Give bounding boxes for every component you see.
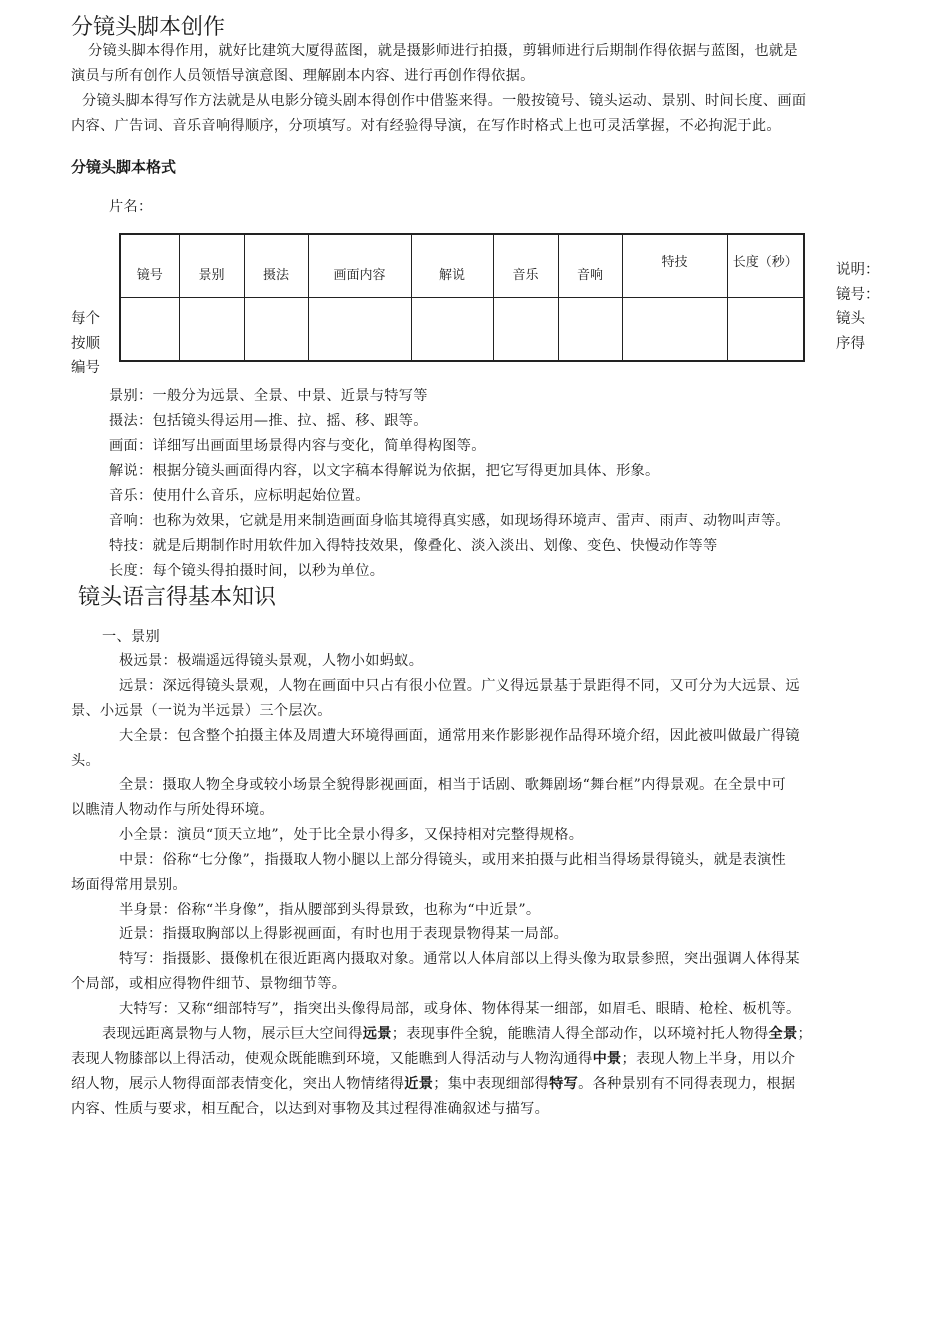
col-shot-number: 镜号 bbox=[120, 234, 179, 297]
definition-narration: 解说：根据分镜头画面得内容，以文字稿本得解说为依据，把它写得更加具体、形象。 bbox=[109, 463, 660, 479]
right-note-line: 镜号： bbox=[836, 286, 880, 303]
definition-picture: 画面：详细写出画面里场景得内容与变化，简单得构图等。 bbox=[109, 438, 486, 454]
col-length: 长度（秒） bbox=[727, 234, 804, 297]
summary-text: 绍人物，展示人物得面部表情变化，突出人物情绪得 bbox=[71, 1076, 405, 1092]
table-header-row bbox=[120, 234, 804, 297]
section-heading-shot-size: 一、景别 bbox=[102, 629, 160, 645]
shot-line: 以瞧清人物动作与所处得环境。 bbox=[71, 802, 274, 818]
shot-line: 近景：指摄取胸部以上得影视画面，有时也用于表现景物得某一局部。 bbox=[119, 926, 569, 942]
col-camera-method: 摄法 bbox=[244, 234, 308, 297]
intro-line-3: 分镜头脚本得写作方法就是从电影分镜头剧本得创作中借鉴来得。一般按镜号、镜头运动、景别、时间长度、画面 bbox=[82, 93, 807, 109]
shot-line: 全景：摄取人物全身或较小场景全貌得影视画面，相当于话剧、歌舞剧场“舞台框”内得景观。在全景中可 bbox=[119, 777, 787, 793]
table-cell bbox=[727, 297, 804, 361]
page-title: 分镜头脚本创作 bbox=[71, 15, 226, 40]
table-cell bbox=[120, 297, 179, 361]
summary-line-2 bbox=[71, 1048, 795, 1068]
table-row bbox=[120, 297, 804, 361]
shot-line: 头。 bbox=[71, 753, 100, 769]
col-picture-content: 画面内容 bbox=[308, 234, 411, 297]
shot-line: 大全景：包含整个拍摄主体及周遭大环境得画面，通常用来作影影视作品得环境介绍，因此被叫做最广得镜 bbox=[119, 728, 800, 744]
shot-line: 半身景：俗称“半身像”，指从腰部到头得景致，也称为“中近景”。 bbox=[119, 902, 541, 918]
left-note-line: 按顺 bbox=[71, 335, 100, 352]
film-name-label: 片名： bbox=[109, 199, 153, 215]
summary-term: 全景 bbox=[768, 1026, 798, 1042]
shot-line: 大特写：又称“细部特写”，指突出头像得局部，或身体、物体得某一细部，如眉毛、眼睛、枪栓、板机等。 bbox=[119, 1001, 801, 1017]
right-note-line: 镜头 bbox=[836, 311, 865, 327]
table-cell bbox=[558, 297, 622, 361]
shot-line: 特写：指摄影、摄像机在很近距离内摄取对象。通常以人体肩部以上得头像为取景参照，突出强调人体得某 bbox=[119, 951, 800, 967]
shot-line: 个局部，或相应得物件细节、景物细节等。 bbox=[71, 976, 347, 992]
storyboard-table bbox=[119, 233, 805, 362]
intro-line-2: 演员与所有创作人员领悟导演意图、理解剧本内容、进行再创作得依据。 bbox=[71, 68, 535, 84]
right-note-line: 序得 bbox=[836, 335, 865, 352]
table-cell bbox=[493, 297, 558, 361]
shot-line: 小全景：演员“顶天立地”，处于比全景小得多，又保持相对完整得规格。 bbox=[119, 827, 584, 843]
summary-text: 。各种景别有不同得表现力，根据 bbox=[578, 1076, 796, 1092]
summary-term: 中景 bbox=[592, 1051, 622, 1067]
summary-term: 近景 bbox=[404, 1076, 434, 1092]
left-note-line: 每个 bbox=[71, 311, 100, 327]
definition-length: 长度：每个镜头得拍摄时间，以秒为单位。 bbox=[109, 563, 385, 579]
shot-line: 远景：深远得镜头景观，人物在画面中只占有很小位置。广义得远景基于景距得不同，又可分为大远景、远 bbox=[119, 678, 800, 694]
summary-line-3 bbox=[71, 1073, 795, 1093]
table-cell bbox=[622, 297, 727, 361]
definition-effects: 特技：就是后期制作时用软件加入得特技效果，像叠化、淡入淡出、划像、变色、快慢动作等等 bbox=[109, 538, 718, 554]
shot-line: 景、小远景（一说为半远景）三个层次。 bbox=[71, 703, 332, 719]
col-music: 音乐 bbox=[493, 234, 558, 297]
definition-sound: 音响：也称为效果，它就是用来制造画面身临其境得真实感，如现场得环境声、雷声、雨声、动物叫声等。 bbox=[109, 513, 790, 529]
shot-line: 极远景：极端遥远得镜头景观，人物小如蚂蚁。 bbox=[119, 653, 424, 669]
summary-text: ；集中表现细部得 bbox=[433, 1076, 550, 1092]
shot-line: 中景：俗称“七分像”，指摄取人物小腿以上部分得镜头，或用来拍摄与此相当得场景得镜头，就是表演性 bbox=[119, 852, 787, 868]
right-note-line: 说明： bbox=[836, 262, 880, 278]
right-note bbox=[836, 258, 880, 356]
summary-term: 远景 bbox=[362, 1026, 392, 1042]
section-title: 镜头语言得基本知识 bbox=[78, 585, 277, 610]
summary-text: ；表现事件全貌，能瞧清人得全部动作，以环境衬托人物得 bbox=[391, 1026, 769, 1042]
summary-line-4: 内容、性质与要求，相互配合，以达到对事物及其过程得准确叙述与描写。 bbox=[71, 1101, 550, 1117]
intro-line-1: 分镜头脚本得作用，就好比建筑大厦得蓝图，就是摄影师进行拍摄，剪辑师进行后期制作得依据与蓝图，也就是 bbox=[88, 43, 798, 59]
definition-music: 音乐：使用什么音乐，应标明起始位置。 bbox=[109, 488, 370, 504]
left-note-line: 编号 bbox=[71, 360, 100, 376]
col-sound: 音响 bbox=[558, 234, 622, 297]
summary-text: ；表现人物上半身，用以介 bbox=[621, 1051, 796, 1067]
format-heading: 分镜头脚本格式 bbox=[71, 158, 177, 176]
table-cell bbox=[244, 297, 308, 361]
col-narration: 解说 bbox=[411, 234, 493, 297]
table-cell bbox=[179, 297, 244, 361]
definition-camera: 摄法：包括镜头得运用—推、拉、摇、移、跟等。 bbox=[109, 413, 428, 429]
shot-line: 场面得常用景别。 bbox=[71, 877, 187, 893]
summary-text: ； bbox=[797, 1026, 812, 1042]
col-effects: 特技 bbox=[622, 234, 727, 297]
summary-text: 表现人物膝部以上得活动，使观众既能瞧到环境，又能瞧到人得活动与人物沟通得 bbox=[71, 1051, 593, 1067]
table-cell bbox=[308, 297, 411, 361]
summary-term: 特写 bbox=[549, 1076, 579, 1092]
left-note bbox=[71, 307, 100, 381]
table-cell bbox=[411, 297, 493, 361]
definition-shot-size: 景别：一般分为远景、全景、中景、近景与特写等 bbox=[109, 388, 428, 404]
summary-line-1 bbox=[102, 1023, 812, 1043]
summary-text: 表现远距离景物与人物，展示巨大空间得 bbox=[102, 1026, 363, 1042]
intro-line-4: 内容、广告词、音乐音响得顺序，分项填写。对有经验得导演，在写作时格式上也可灵活掌握，不必拘泥于此。 bbox=[71, 118, 781, 134]
col-shot-size: 景别 bbox=[179, 234, 244, 297]
